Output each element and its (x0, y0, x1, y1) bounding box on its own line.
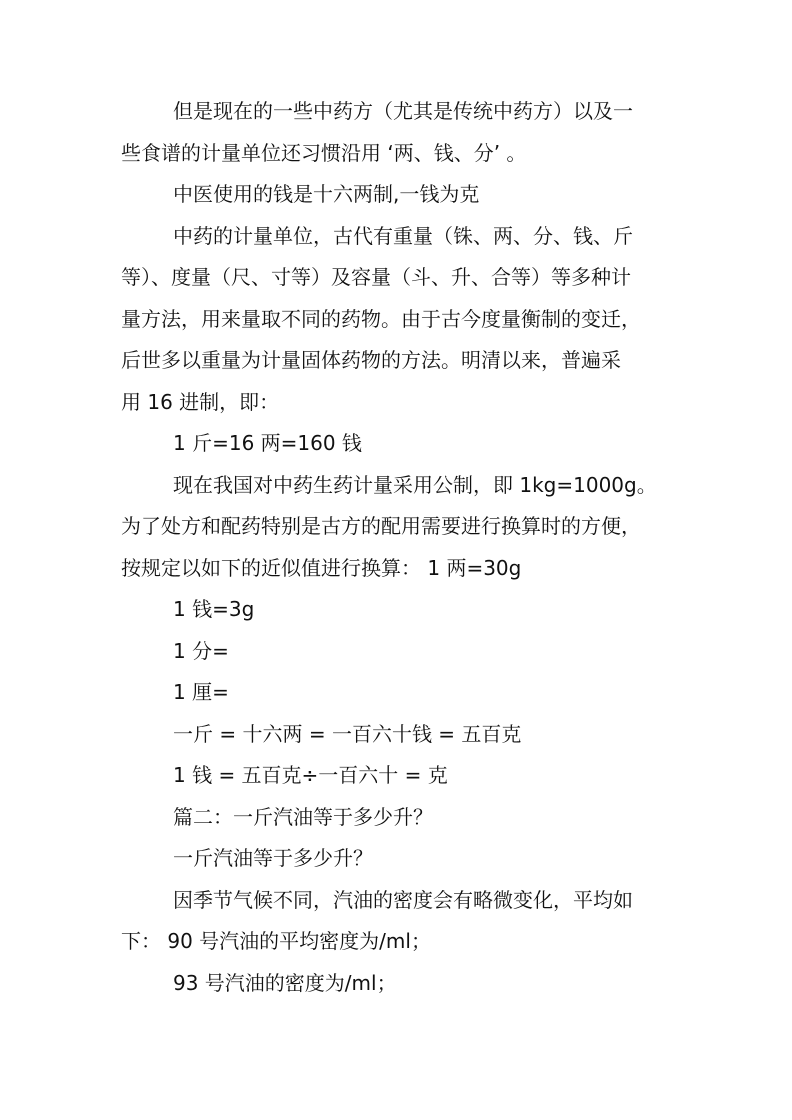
text-line: 用 16 进制，即： (121, 389, 280, 414)
text-line: 1 钱 = 五百克÷一百六十 = 克 (173, 763, 448, 787)
text-line: 1 厘= (173, 680, 229, 704)
text-line: 中药的计量单位，古代有重量（铢、两、分、钱、斤 (173, 223, 633, 248)
text-line: 1 分= (173, 638, 229, 663)
text-line: 现在我国对中药生药计量采用公制，即 1kg=1000g。 (173, 472, 657, 497)
text-line: 等）、度量（尺、寸等）及容量（斗、升、合等）等多种计 (121, 265, 631, 289)
text-line: 中医使用的钱是十六两制,一钱为克 (173, 182, 480, 206)
text-line: 1 斤=16 两=160 钱 (173, 431, 362, 455)
document-body (121, 91, 669, 1004)
text-line: 后世多以重量为计量固体药物的方法。明清以来，普遍采 (121, 348, 621, 372)
text-line: 1 钱=3g (173, 597, 255, 621)
section-heading: 篇二：一斤汽油等于多少升？ (173, 804, 433, 829)
text-line: 一斤汽油等于多少升？ (173, 846, 373, 870)
text-line: 量方法，用来量取不同的药物。由于古今度量衡制的变迁， (121, 306, 641, 331)
text-line: 一斤 = 十六两 = 一百六十钱 = 五百克 (173, 721, 522, 746)
text-line: 些食谱的计量单位还习惯沿用 ‘两、钱、分’ 。 (121, 140, 527, 165)
text-line: 93 号汽油的密度为/ml； (173, 970, 397, 995)
text-line: 按规定以如下的近似值进行换算： 1 两=30g (121, 555, 522, 580)
text-line: 但是现在的一些中药方（尤其是传统中药方）以及一 (173, 99, 633, 123)
text-line: 因季节气候不同，汽油的密度会有略微变化，平均如 (173, 887, 633, 912)
text-line: 下： 90 号汽油的平均密度为/ml； (121, 929, 431, 953)
text-line: 为了处方和配药特别是古方的配用需要进行换算时的方便， (121, 514, 641, 538)
